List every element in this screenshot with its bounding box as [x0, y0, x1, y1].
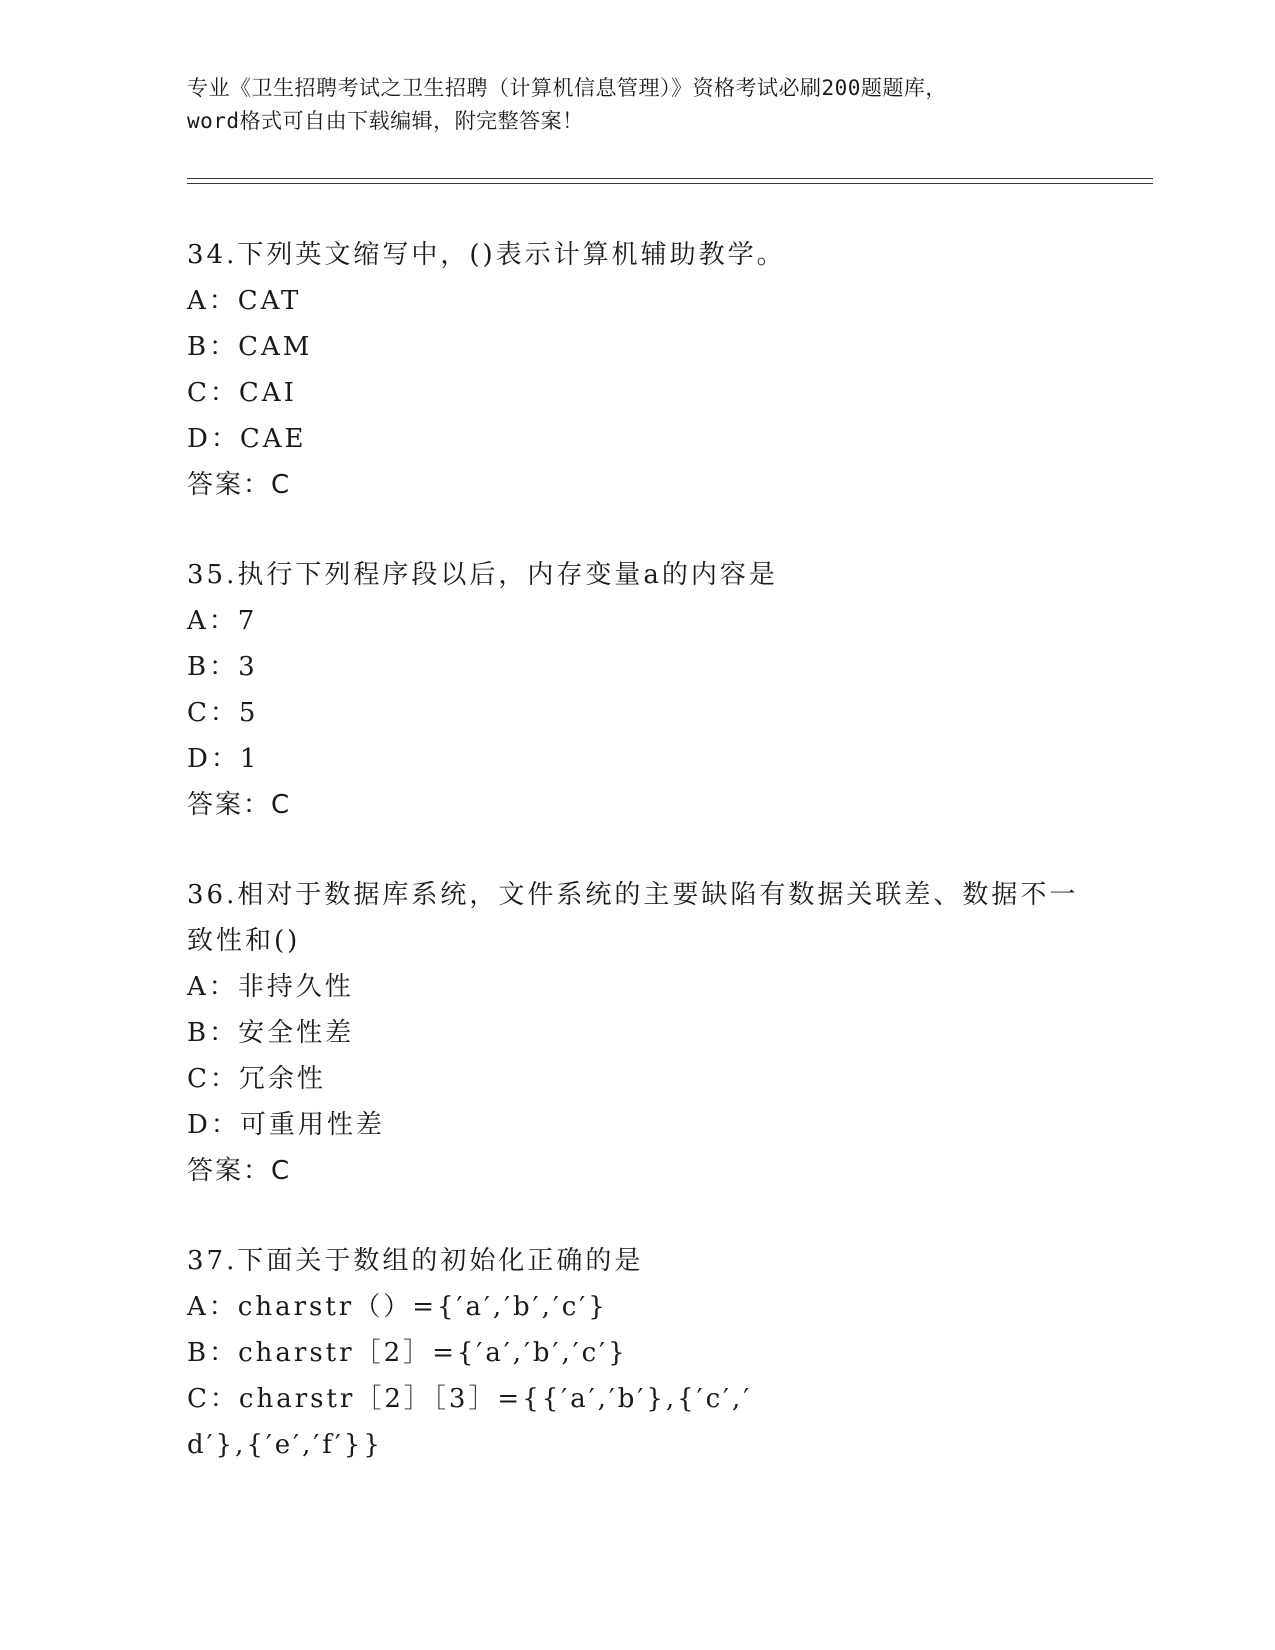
option-d: D：可重用性差 — [187, 1110, 385, 1140]
option-c: C：冗余性 — [187, 1064, 326, 1094]
header-line-1: 专业《卫生招聘考试之卫生招聘（计算机信息管理）》资格考试必刷200题题库， — [187, 76, 947, 100]
option-a: A：charstr（）={′a′,′b′,′c′} — [187, 1292, 608, 1322]
option-c: C：5 — [187, 698, 259, 728]
option-a: A：非持久性 — [187, 972, 354, 1002]
answer-label: 答案：C — [187, 1156, 292, 1186]
question-stem: 37.下面关于数组的初始化正确的是 — [187, 1246, 644, 1276]
header-divider-bottom — [187, 183, 1153, 184]
option-a: A：7 — [187, 606, 258, 636]
answer-label: 答案：C — [187, 790, 292, 820]
option-b: B：3 — [187, 652, 258, 682]
option-c: C：charstr［2］［3］={{′a′,′b′},{′c′,′d′},{′e′,′f′}} — [187, 1384, 753, 1460]
question-stem: 34.下列英文缩写中，()表示计算机辅助教学。 — [187, 240, 786, 270]
question-35 — [187, 552, 1087, 828]
option-b: B：charstr［2］={′a′,′b′,′c′} — [187, 1338, 628, 1368]
question-36 — [187, 872, 1087, 1194]
option-d: D：1 — [187, 744, 260, 774]
option-b: B：CAM — [187, 332, 313, 362]
option-b: B：安全性差 — [187, 1018, 355, 1048]
question-stem: 36.相对于数据库系统，文件系统的主要缺陷有数据关联差、数据不一致性和() — [187, 880, 1079, 956]
header-line-2: word格式可自由下载编辑，附完整答案！ — [187, 109, 584, 133]
question-list — [187, 232, 1087, 1512]
question-34 — [187, 232, 1087, 508]
option-c: C：CAI — [187, 378, 297, 408]
question-stem: 35.执行下列程序段以后，内存变量a的内容是 — [187, 560, 778, 590]
document-header — [187, 72, 1087, 138]
question-37 — [187, 1238, 1087, 1468]
header-divider-top — [187, 178, 1153, 179]
option-a: A：CAT — [187, 286, 302, 316]
option-d: D：CAE — [187, 424, 307, 454]
answer-label: 答案：C — [187, 470, 292, 500]
